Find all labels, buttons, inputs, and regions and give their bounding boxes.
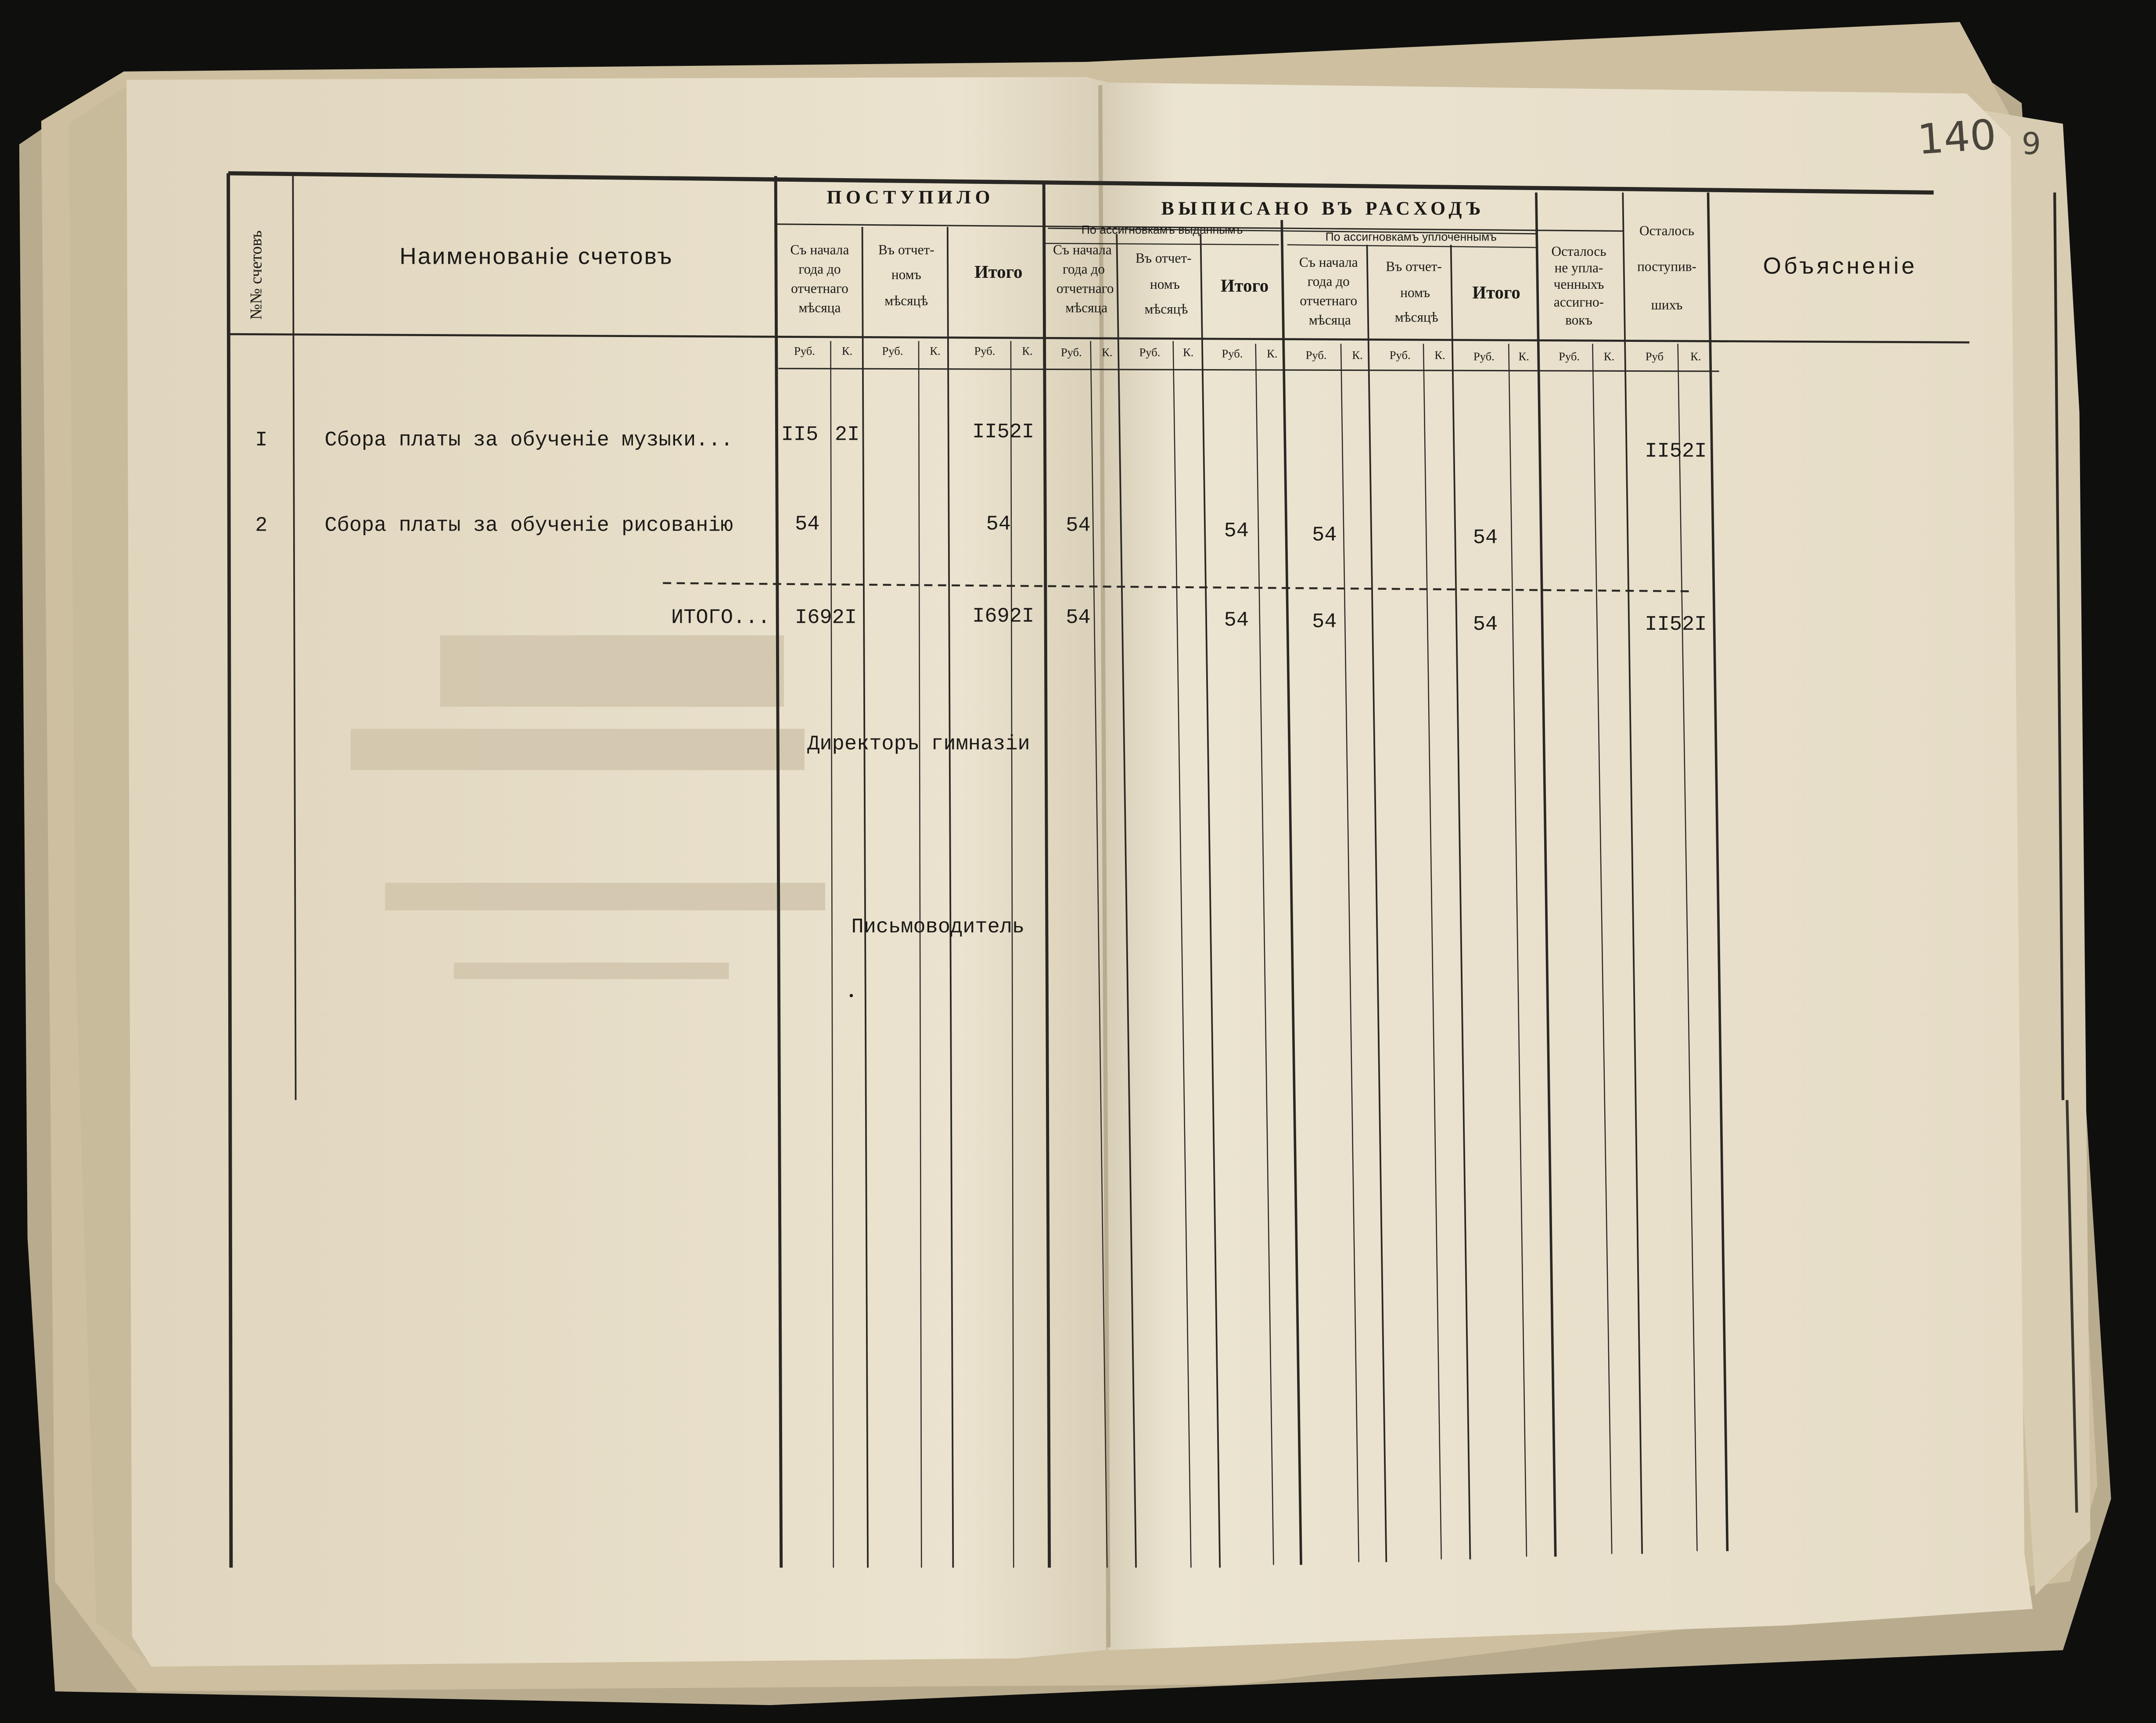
svg-text:не упла-: не упла-	[1554, 260, 1603, 276]
svg-text:мѣсяца: мѣсяца	[798, 300, 841, 316]
received-total-header: Итого	[974, 262, 1023, 282]
svg-text:мѣсяцѣ: мѣсяцѣ	[884, 293, 928, 309]
page-number-annotation: 140	[1915, 111, 1998, 164]
row-2-name: Сбора платы за обученіе рисованію	[324, 514, 733, 538]
ink-dot	[850, 994, 853, 998]
svg-text:Въ отчет-: Въ отчет-	[1135, 250, 1192, 266]
svg-text:Съ начала: Съ начала	[1299, 254, 1358, 270]
svg-text:шихъ: шихъ	[1651, 297, 1683, 312]
svg-text:мѣсяцѣ: мѣсяцѣ	[1394, 309, 1438, 325]
totals-paid-total: 54	[1473, 613, 1498, 637]
svg-text:К.: К.	[1182, 345, 1194, 359]
edge-number-annotation: 9	[2021, 126, 2041, 162]
svg-text:К.: К.	[1603, 349, 1615, 363]
row-2-paid-total: 54	[1473, 526, 1498, 550]
svg-text:Съ начала: Съ начала	[790, 242, 849, 258]
svg-text:мѣсяца: мѣсяца	[1308, 312, 1351, 328]
row-1-received-total: II52I	[972, 420, 1035, 444]
svg-text:Руб.: Руб.	[1305, 348, 1327, 362]
svg-text:номъ: номъ	[1400, 284, 1430, 300]
svg-text:ассигно-: ассигно-	[1553, 294, 1604, 310]
svg-text:К.: К.	[841, 344, 853, 358]
clerk-signature-label: Письмоводитель	[851, 915, 1025, 939]
row-1-num: I	[255, 429, 268, 452]
row-2-issued-start: 54	[1066, 514, 1091, 538]
svg-text:мѣсяцѣ: мѣсяцѣ	[1144, 301, 1188, 317]
svg-text:Руб.: Руб.	[1222, 347, 1243, 360]
svg-text:ченныхъ: ченныхъ	[1553, 276, 1604, 292]
issued-total-header: Итого	[1220, 276, 1269, 296]
svg-text:мѣсяца: мѣсяца	[1065, 300, 1108, 316]
totals-received-total: I692I	[972, 605, 1035, 628]
col-name-header: Наименованіе счетовъ	[399, 243, 673, 269]
svg-text:К.: К.	[1352, 348, 1363, 362]
col-num-header: №№ счетовъ	[247, 230, 266, 320]
left-page	[126, 77, 1108, 1666]
svg-text:К.: К.	[930, 344, 941, 358]
svg-text:года до: года до	[1307, 273, 1350, 289]
svg-text:года до: года до	[1062, 261, 1105, 277]
paid-total-header: Итого	[1472, 282, 1520, 302]
svg-text:Въ отчет-: Въ отчет-	[1386, 258, 1442, 274]
explanation-header: Объясненіе	[1763, 253, 1918, 279]
svg-text:К.: К.	[1518, 349, 1529, 363]
svg-text:Руб.: Руб.	[1060, 345, 1082, 359]
svg-text:Руб.: Руб.	[1139, 345, 1161, 359]
svg-text:К.: К.	[1434, 348, 1445, 362]
svg-text:Руб.: Руб.	[1473, 349, 1495, 363]
svg-text:К.: К.	[1102, 345, 1113, 359]
written-off-title: ВЫПИСАНО ВЪ РАСХОДЪ	[1161, 197, 1485, 219]
paid-subheader: По ассигновкамъ уплоченнымъ	[1325, 230, 1497, 244]
svg-text:номъ: номъ	[1150, 276, 1180, 292]
svg-text:вокъ: вокъ	[1565, 312, 1592, 328]
svg-text:Руб: Руб	[1645, 349, 1664, 363]
svg-text:К.: К.	[1690, 349, 1701, 363]
svg-text:Осталось: Осталось	[1551, 243, 1606, 259]
totals-issued-total: 54	[1224, 609, 1249, 632]
svg-text:года до: года до	[798, 261, 841, 277]
row-2-num: 2	[255, 514, 268, 538]
svg-text:отчетнаго: отчетнаго	[791, 280, 848, 296]
svg-text:К.: К.	[1267, 347, 1278, 360]
svg-text:Осталось: Осталось	[1639, 223, 1695, 238]
row-1-name: Сбора платы за обученіе музыки...	[324, 429, 733, 452]
svg-text:отчетнаго: отчетнаго	[1056, 280, 1114, 296]
svg-text:отчетнаго: отчетнаго	[1300, 293, 1358, 309]
svg-text:Въ отчет-: Въ отчет-	[878, 242, 934, 258]
svg-text:Руб.: Руб.	[1389, 348, 1411, 362]
director-signature-label: Директоръ гимназіи	[807, 732, 1030, 756]
svg-text:Руб.: Руб.	[794, 344, 815, 358]
svg-text:Съ начала: Съ начала	[1053, 242, 1112, 258]
svg-text:Руб.: Руб.	[1559, 349, 1580, 363]
totals-remaining: II52I	[1645, 613, 1707, 637]
totals-received-start: I692I	[795, 606, 857, 630]
issued-subheader: По ассигновкамъ выданнымъ	[1081, 223, 1243, 237]
row-1-received-start-kop: 2I	[834, 423, 860, 447]
totals-label: ИТОГО...	[671, 606, 770, 630]
row-2-received-start-rub: 54	[795, 513, 820, 536]
row-1-remaining: II52I	[1645, 440, 1707, 463]
received-title: ПОСТУПИЛО	[826, 187, 995, 208]
row-2-received-total: 54	[986, 513, 1011, 536]
row-2-issued-total: 54	[1224, 519, 1249, 543]
row-2-paid-start: 54	[1312, 524, 1337, 547]
svg-text:поступив-: поступив-	[1637, 258, 1696, 274]
svg-text:К.: К.	[1022, 344, 1033, 358]
totals-paid-start: 54	[1312, 610, 1337, 634]
row-1-received-start-rub: II5	[781, 423, 819, 447]
svg-text:Руб.: Руб.	[882, 344, 903, 358]
svg-text:Руб.: Руб.	[974, 344, 995, 358]
totals-issued-start: 54	[1066, 606, 1091, 630]
svg-text:номъ: номъ	[891, 267, 921, 283]
